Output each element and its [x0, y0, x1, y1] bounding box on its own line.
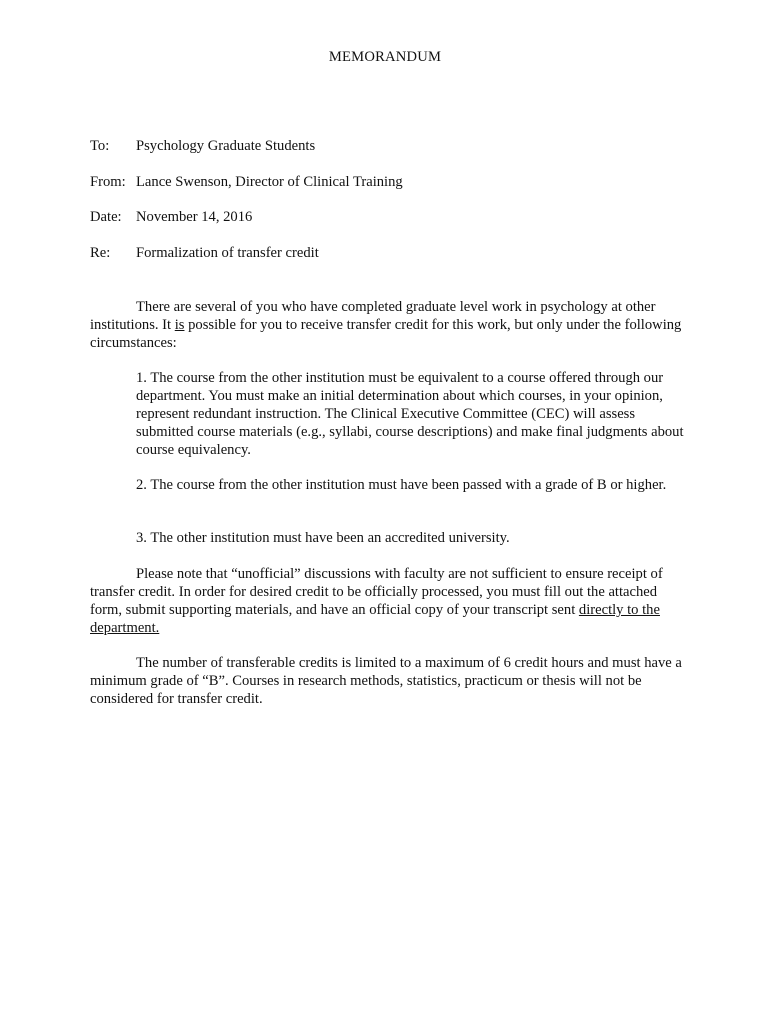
re-row	[90, 244, 730, 262]
date-label: Date:	[90, 209, 122, 225]
to-value: Psychology Graduate Students	[136, 138, 316, 154]
condition-item-3: 3. The other institution must have been an accredited university.	[136, 530, 510, 546]
date-row	[90, 208, 730, 226]
note-underlined: directly to the department.	[90, 602, 660, 636]
to-label: To:	[90, 138, 110, 154]
note-text: Please note that “unofficial” discussions with faculty are not sufficient to ensure receipt of transfer credit. In order for desired credit to be officially processed, you must fill out the attached form, submit supporting materials, and have an official copy of your transcript sent	[90, 566, 663, 618]
intro-text-1: There are several of you who have completed graduate level work in psychology at other institutions. It	[90, 299, 656, 333]
note-paragraph	[90, 565, 690, 637]
intro-text-2: possible for you to receive transfer credit for this work, but only under the following circumstances:	[90, 317, 682, 351]
re-value: Formalization of transfer credit	[136, 245, 319, 261]
from-row	[90, 173, 730, 191]
intro-emphasis: is	[174, 317, 185, 333]
intro-paragraph	[90, 298, 690, 352]
limits-paragraph: The number of transferable credits is limited to a maximum of 6 credit hours and must have a minimum grade of “B”. Courses in research methods, statistics, practicum or thesis will not be considered for transfer credit.	[90, 655, 682, 707]
date-value: November 14, 2016	[136, 209, 253, 225]
re-label: Re:	[90, 245, 111, 261]
from-label: From:	[90, 174, 126, 190]
memo-title: MEMORANDUM	[328, 49, 442, 65]
condition-item-1: 1. The course from the other institution must be equivalent to a course offered through our department. You must make an initial determination about which courses, in your opinion, represent redundant instruction. The Clinical Executive Committee (CEC) will assess submitted course materials (e.g., syllabi, course descriptions) and make final judgments about course equivalency.	[136, 370, 684, 458]
condition-item-2: 2. The course from the other institution must have been passed with a grade of B or higher.	[136, 477, 667, 493]
from-value: Lance Swenson, Director of Clinical Training	[136, 174, 403, 190]
to-row	[90, 137, 730, 155]
